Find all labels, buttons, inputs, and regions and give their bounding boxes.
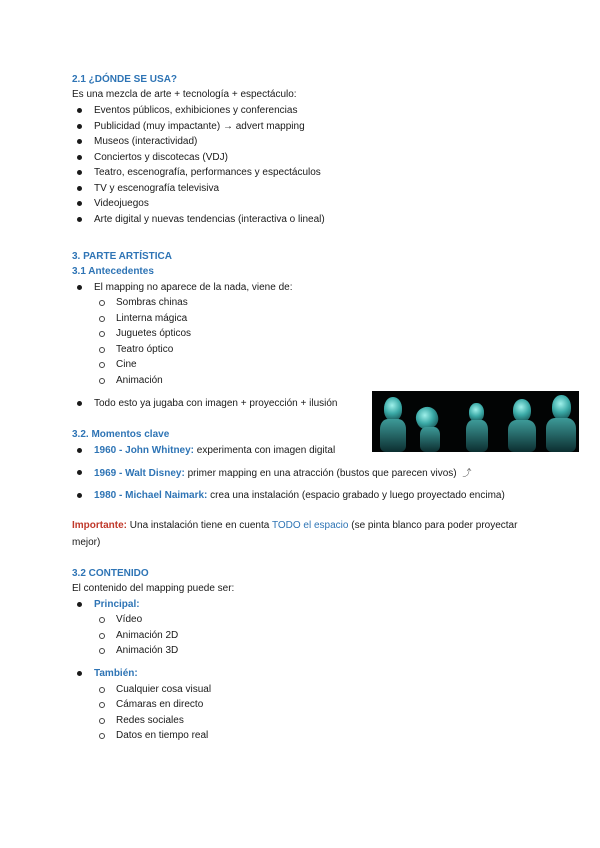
sub-list-item: Animación <box>116 375 163 386</box>
moment-text: primer mapping en una atracción (bustos que parecen vivos) <box>187 468 457 479</box>
section-2-1-intro: Es una mezcla de arte + tecnología + espectáculo: <box>72 89 297 100</box>
sub-bullet <box>99 633 105 639</box>
sub-bullet <box>99 331 105 337</box>
sub-list-item: Juguetes ópticos <box>116 328 192 339</box>
section-3-title: 3. PARTE ARTÍSTICA <box>72 251 173 262</box>
list-item: Todo esto ya jugaba con imagen + proyección + ilusión <box>94 398 338 409</box>
sub-list-item: Redes sociales <box>116 715 184 726</box>
bullet <box>77 124 82 129</box>
sub-bullet <box>99 378 105 384</box>
bullet <box>77 201 82 206</box>
bullet <box>77 139 82 144</box>
bullet <box>77 170 82 175</box>
moment-item <box>94 490 505 502</box>
sub-bullet <box>99 687 105 693</box>
bullet <box>77 217 82 222</box>
list-item: Arte digital y nuevas tendencias (interactiva o lineal) <box>94 214 325 225</box>
bust-figure <box>410 407 446 452</box>
bullet <box>77 602 82 607</box>
sub-list-item: Sombras chinas <box>116 297 188 308</box>
bullet <box>77 493 82 498</box>
list-item: Publicidad (muy impactante) → advert mapping <box>94 121 305 132</box>
tambien-label: También: <box>94 668 138 679</box>
moment-label: 1960 - John Whitney: <box>94 445 195 456</box>
important-text: Una instalación tiene en cuenta <box>129 520 270 531</box>
important-highlight: TODO el espacio <box>271 520 349 531</box>
principal-label: Principal: <box>94 599 140 610</box>
list-item: Museos (interactividad) <box>94 136 198 147</box>
moment-label: 1969 - Walt Disney: <box>94 468 185 479</box>
moment-text: crea una instalación (espacio grabado y luego proyectado encima) <box>210 490 505 501</box>
important-text: (se pinta blanco para poder proyectar <box>351 520 518 531</box>
bust-figure <box>506 399 538 452</box>
sub-list-item: Linterna mágica <box>116 313 188 324</box>
sub-bullet <box>99 362 105 368</box>
sub-bullet <box>99 702 105 708</box>
sub-list-item: Cámaras en directo <box>116 699 204 710</box>
moment-item <box>94 467 471 480</box>
section-3-2-title: 3.2. Momentos clave <box>72 429 170 440</box>
haunted-busts-photo <box>372 391 579 452</box>
list-item: Videojuegos <box>94 198 149 209</box>
arrow-icon: ⤴ <box>462 468 472 478</box>
sub-bullet <box>99 347 105 353</box>
list-item: Teatro, escenografía, performances y espectáculos <box>94 167 321 178</box>
moment-text: experimenta con imagen digital <box>196 445 336 456</box>
bust-figure <box>464 403 490 452</box>
sub-bullet <box>99 718 105 724</box>
sub-bullet <box>99 648 105 654</box>
bullet <box>77 671 82 676</box>
list-item: El mapping no aparece de la nada, viene de: <box>94 282 293 293</box>
moment-label: 1980 - Michael Naimark: <box>94 490 208 501</box>
sub-list-item: Animación 2D <box>116 630 179 641</box>
sub-list-item: Cine <box>116 359 137 370</box>
bullet <box>77 285 82 290</box>
important-label: Importante: <box>72 520 127 531</box>
sub-bullet <box>99 316 105 322</box>
bullet <box>77 470 82 475</box>
bust-figure <box>378 397 408 452</box>
bullet <box>77 186 82 191</box>
section-2-1-title: 2.1 ¿DÓNDE SE USA? <box>72 74 178 85</box>
list-item: Conciertos y discotecas (VDJ) <box>94 152 228 163</box>
sub-bullet <box>99 733 105 739</box>
important-text-continued: mejor) <box>72 537 101 548</box>
important-note <box>72 520 517 532</box>
sub-list-item: Teatro óptico <box>116 344 174 355</box>
section-contenido-title: 3.2 CONTENIDO <box>72 568 149 579</box>
list-item: TV y escenografía televisiva <box>94 183 220 194</box>
moment-item <box>94 445 335 457</box>
section-3-1-title: 3.1 Antecedentes <box>72 266 154 277</box>
sub-bullet <box>99 617 105 623</box>
sub-list-item: Datos en tiempo real <box>116 730 209 741</box>
bust-figure <box>544 395 578 452</box>
sub-list-item: Animación 3D <box>116 645 179 656</box>
sub-list-item: Cualquier cosa visual <box>116 684 212 695</box>
bullet <box>77 108 82 113</box>
list-item: Eventos públicos, exhibiciones y conferencias <box>94 105 298 116</box>
bullet <box>77 401 82 406</box>
section-contenido-intro: El contenido del mapping puede ser: <box>72 583 235 594</box>
sub-list-item: Vídeo <box>116 614 143 625</box>
bullet <box>77 448 82 453</box>
sub-bullet <box>99 300 105 306</box>
bullet <box>77 155 82 160</box>
